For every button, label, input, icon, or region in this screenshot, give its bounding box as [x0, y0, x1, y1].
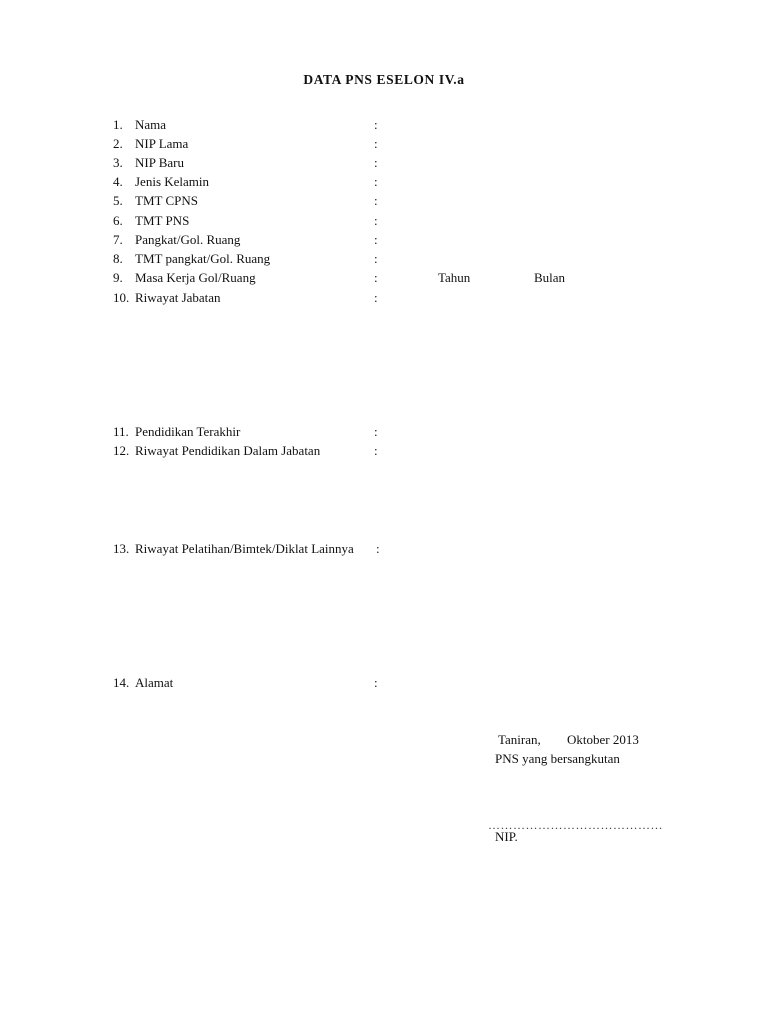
- field-row-riwayat-jabatan: [0, 289, 768, 307]
- field-colon: :: [374, 174, 378, 189]
- field-row-tmt-cpns: [0, 192, 768, 210]
- signature-line: ……………………………………: [488, 818, 663, 832]
- field-number: 9.: [113, 270, 123, 285]
- signature-date: Oktober 2013: [567, 732, 639, 747]
- field-row-tmt-pangkat: [0, 250, 768, 268]
- field-row-nip-lama: [0, 135, 768, 153]
- field-number: 10.: [113, 290, 130, 305]
- field-label: Jenis Kelamin: [135, 174, 210, 189]
- field-row-tmt-pns: [0, 212, 768, 230]
- field-colon: :: [374, 117, 378, 132]
- field-colon: :: [374, 424, 378, 439]
- field-colon: :: [374, 443, 378, 458]
- signature-nip: NIP.: [495, 829, 518, 844]
- field-label: Nama: [135, 117, 167, 132]
- field-row-riwayat-pelatihan: [0, 540, 768, 558]
- field-label: Alamat: [135, 675, 174, 690]
- field-row-jenis-kelamin: [0, 173, 768, 191]
- field-number: 2.: [113, 136, 123, 151]
- field-colon: :: [374, 213, 378, 228]
- field-number: 8.: [113, 251, 123, 266]
- field-number: 7.: [113, 232, 123, 247]
- field-label: NIP Baru: [135, 155, 184, 170]
- field-label: NIP Lama: [135, 136, 189, 151]
- field-label: TMT pangkat/Gol. Ruang: [135, 251, 271, 266]
- signature-place: Taniran,: [498, 732, 541, 747]
- field-label: Riwayat Pendidikan Dalam Jabatan: [135, 443, 321, 458]
- field-colon: :: [374, 290, 378, 305]
- field-number: 5.: [113, 193, 123, 208]
- tahun-label: Tahun: [438, 270, 471, 285]
- field-row-nip-baru: [0, 154, 768, 172]
- field-row-riwayat-pendidikan: [0, 442, 768, 460]
- bulan-label: Bulan: [534, 270, 566, 285]
- field-number: 13.: [113, 541, 130, 556]
- field-colon: :: [374, 675, 378, 690]
- signature-role: PNS yang bersangkutan: [495, 751, 620, 766]
- field-colon: :: [374, 232, 378, 247]
- field-number: 14.: [113, 675, 130, 690]
- field-number: 6.: [113, 213, 123, 228]
- field-label: Masa Kerja Gol/Ruang: [135, 270, 256, 285]
- field-colon: :: [374, 193, 378, 208]
- field-colon: :: [374, 251, 378, 266]
- field-number: 11.: [113, 424, 129, 439]
- field-number: 1.: [113, 117, 123, 132]
- field-label: TMT PNS: [135, 213, 190, 228]
- field-colon: :: [376, 541, 380, 556]
- field-row-pendidikan-terakhir: [0, 423, 768, 441]
- field-label: Riwayat Jabatan: [135, 290, 221, 305]
- field-colon: :: [374, 270, 378, 285]
- field-number: 12.: [113, 443, 130, 458]
- field-number: 4.: [113, 174, 123, 189]
- document-title: DATA PNS ESELON IV.a: [303, 72, 465, 87]
- field-row-alamat: [0, 674, 768, 692]
- field-label: TMT CPNS: [135, 193, 198, 208]
- field-colon: :: [374, 155, 378, 170]
- field-row-masa-kerja: [0, 269, 768, 287]
- field-number: 3.: [113, 155, 123, 170]
- field-label: Riwayat Pelatihan/Bimtek/Diklat Lainnya: [135, 541, 354, 556]
- field-row-pangkat: [0, 231, 768, 249]
- field-label: Pangkat/Gol. Ruang: [135, 232, 241, 247]
- field-label: Pendidikan Terakhir: [135, 424, 241, 439]
- field-row-nama: [0, 116, 768, 134]
- field-colon: :: [374, 136, 378, 151]
